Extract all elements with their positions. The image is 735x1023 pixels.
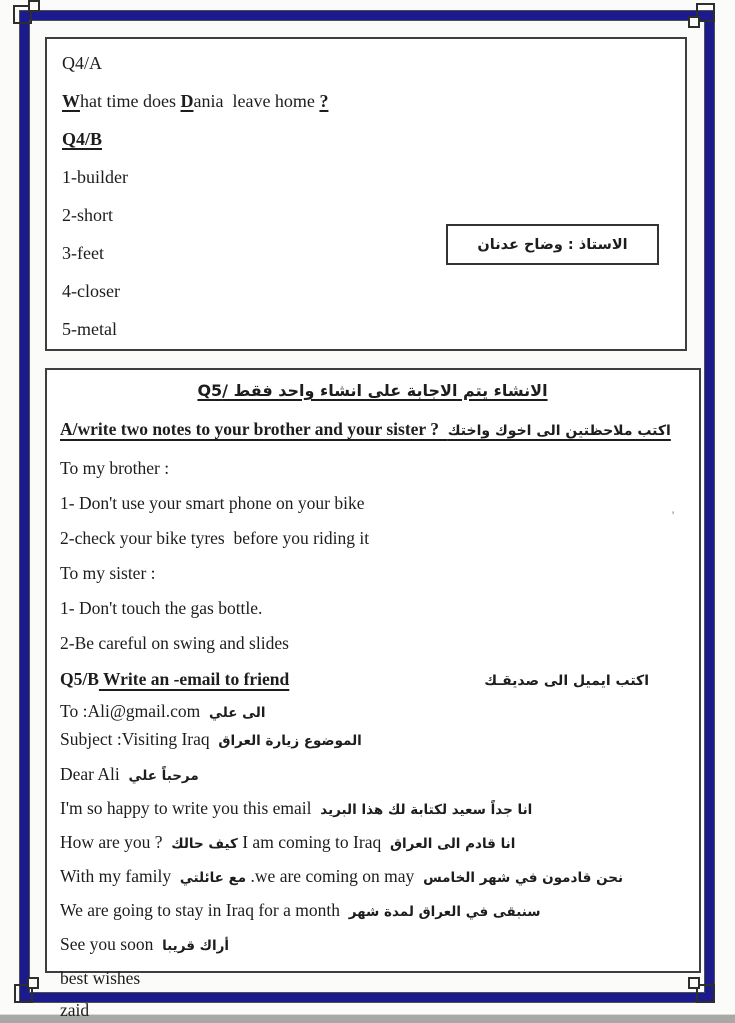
- english-segment: Dear Ali: [60, 764, 129, 784]
- q5-header-text: الانشاء يتم الاجابة على انشاء واحد فقط /Q5: [197, 381, 548, 400]
- question5-box: [45, 368, 701, 1020]
- english-segment: A/write two notes to your brother and your sister ?: [60, 419, 448, 439]
- q4a-question-mark: ?: [319, 91, 329, 111]
- email-body-line: [60, 795, 685, 823]
- corner-ornament-top-left-small: [28, 0, 40, 12]
- q4b-word-item: 3-feet: [62, 243, 104, 263]
- english-segment: See you soon: [60, 934, 163, 954]
- q5b-title: [60, 665, 289, 693]
- note-line: 2-check your bike tyres before you riding it: [60, 528, 370, 548]
- q4b-label: Q4/B: [62, 129, 103, 149]
- q5b-arabic-hint: اكتب ايميل الى صديقـك: [484, 673, 649, 689]
- english-segment: .we are coming on may: [246, 866, 424, 886]
- q5-header: [60, 376, 685, 407]
- arabic-segment: سنبقى في العراق لمدة شهر: [348, 904, 541, 920]
- corner-ornament-bottom-right-small: [688, 977, 700, 989]
- email-body-line: [60, 997, 685, 1023]
- arabic-segment: أراك قريبا: [162, 938, 230, 954]
- q5b-title-row: [60, 665, 685, 695]
- email-body: [60, 761, 685, 1023]
- note-line: To my sister :: [60, 563, 156, 583]
- arabic-segment: مرحباً علي: [128, 768, 199, 784]
- q4a-label: Q4/A: [62, 53, 102, 73]
- note-line: To my brother :: [60, 458, 170, 478]
- q4a-question: [62, 87, 675, 116]
- note-line: 1- Don't touch the gas bottle.: [60, 598, 263, 618]
- arabic-segment: نحن قادمون في شهر الخامس: [423, 870, 624, 886]
- teacher-name-box: [446, 224, 659, 265]
- corner-ornament-bottom-left-small: [27, 977, 39, 989]
- q4a-question-initial-w: W: [62, 91, 80, 111]
- q4b-word-item: 2-short: [62, 205, 113, 225]
- q4b-word-item: 4-closer: [62, 281, 120, 301]
- q5a-title: [60, 415, 685, 445]
- email-to-line: [60, 699, 685, 725]
- email-body-line: [60, 931, 685, 959]
- q4a-question-text2: ania leave home: [193, 91, 320, 111]
- english-segment: With my family: [60, 866, 180, 886]
- question4-box: [45, 37, 687, 351]
- q4a-question-initial-d: D: [180, 91, 194, 111]
- arabic-segment: انا قادم الى العراق: [389, 836, 516, 852]
- english-segment: zaid: [60, 1000, 90, 1020]
- arabic-segment: انا جداً سعيد لكتابة لك هذا البريد: [320, 802, 533, 818]
- scan-artifact-mark: ': [672, 508, 675, 522]
- q4b-word-item: 5-metal: [62, 319, 117, 339]
- q5a-notes: [60, 455, 685, 657]
- english-segment: best wishes: [60, 968, 141, 988]
- arabic-segment: الموضوع زيارة العراق: [218, 733, 362, 749]
- q4a-question-text1: hat time does: [80, 91, 181, 111]
- english-segment: I am coming to Iraq: [237, 832, 390, 852]
- email-body-line: [60, 897, 685, 925]
- email-body-line: [60, 829, 685, 857]
- note-line: 1- Don't use your smart phone on your bike: [60, 493, 365, 513]
- teacher-name-label: الاستاذ : وضاح عدنان: [477, 236, 628, 253]
- arabic-segment: مع عائلتي: [179, 870, 247, 886]
- email-body-line: [60, 863, 685, 891]
- q5b-title-underlined: Write an -email to friend: [98, 669, 290, 689]
- arabic-segment: الى علي: [209, 705, 266, 721]
- q4b-word-item: 1-builder: [62, 167, 128, 187]
- q5b-prefix: Q5/B: [60, 669, 99, 689]
- email-subject-line: [60, 727, 685, 753]
- english-segment: I'm so happy to write you this email: [60, 798, 321, 818]
- corner-ornament-top-right-small: [688, 16, 700, 28]
- arabic-segment: كيف حالك: [171, 836, 238, 852]
- email-body-line: [60, 761, 685, 789]
- email-body-line: [60, 965, 685, 991]
- note-line: 2-Be careful on swing and slides: [60, 633, 289, 653]
- english-segment: To :Ali@gmail.com: [60, 701, 210, 721]
- arabic-segment: اكتب ملاحظتين الى اخوك واختك: [447, 423, 671, 439]
- english-segment: How are you ?: [60, 832, 172, 852]
- english-segment: We are going to stay in Iraq for a month: [60, 900, 349, 920]
- english-segment: Subject :Visiting Iraq: [60, 729, 219, 749]
